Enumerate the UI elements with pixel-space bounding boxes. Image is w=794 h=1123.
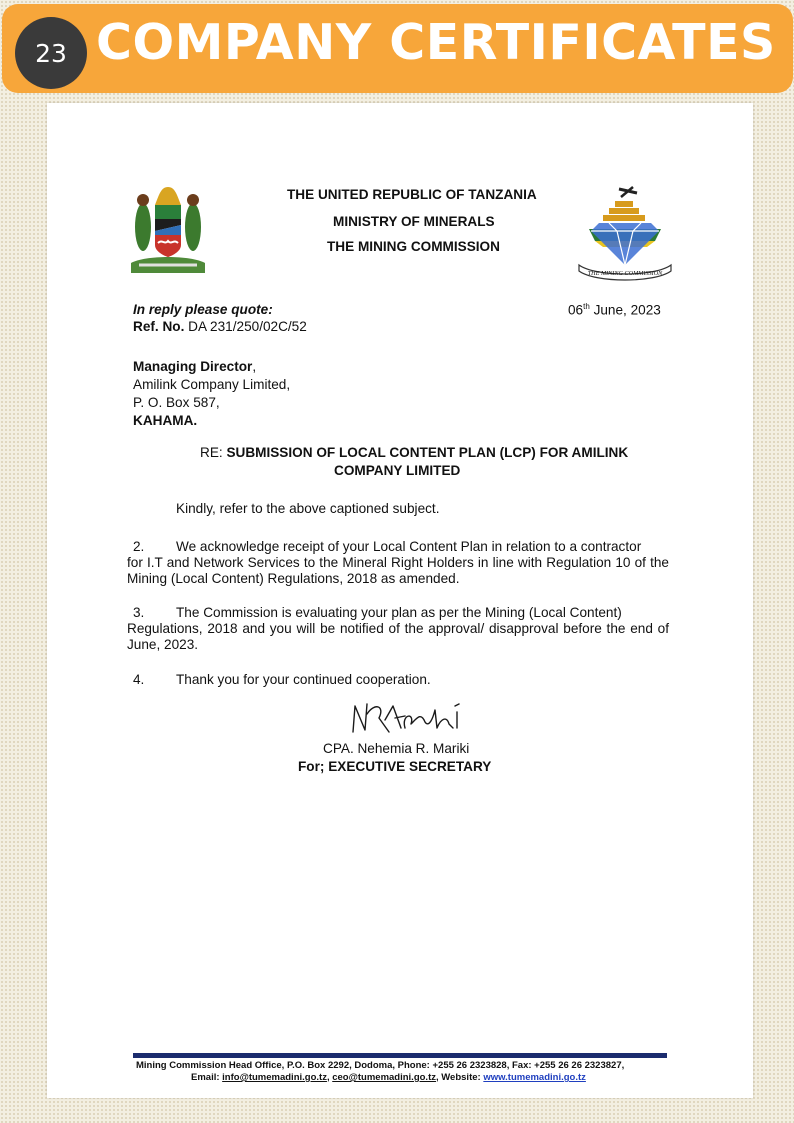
emblem-left-figure xyxy=(135,203,151,251)
footer-email-1[interactable]: info@tumemadini.go.tz xyxy=(222,1072,327,1083)
subject-line-1 xyxy=(200,445,628,460)
mining-commission-logo xyxy=(575,183,675,283)
signatory-role: For; EXECUTIVE SECRETARY xyxy=(298,759,492,774)
handwritten-signature xyxy=(345,698,477,740)
emblem-right-figure xyxy=(185,203,201,251)
emblem-right-head xyxy=(187,194,199,206)
addressee-title: Managing Director xyxy=(133,359,253,374)
logo-gold-bar-1 xyxy=(615,201,633,207)
emblem-shield-red xyxy=(155,235,181,257)
page-title: COMPANY CERTIFICATES xyxy=(96,14,776,71)
date-rest: June, 2023 xyxy=(589,302,661,318)
logo-ribbon-text: THE MINING COMMISSION xyxy=(587,270,663,277)
paragraph-4-number: 4. xyxy=(133,672,145,687)
addressee-title-line xyxy=(133,359,256,374)
footer-rule xyxy=(133,1053,667,1058)
page-number: 23 xyxy=(35,38,67,68)
logo-gold-bar-2 xyxy=(609,208,639,214)
date-suffix: th xyxy=(583,302,590,311)
addressee-company: Amilink Company Limited, xyxy=(133,377,291,392)
paragraph-2-number: 2. xyxy=(133,539,145,554)
page-number-badge xyxy=(15,17,87,89)
subject-text-1: SUBMISSION OF LOCAL CONTENT PLAN (LCP) FOR AMILINK xyxy=(226,445,629,460)
addressee-title-punct: , xyxy=(252,359,257,374)
footer-line-2: Email: info@tumemadini.go.tz, ceo@tumemadini.go.tz, Website: www.tumemadini.go.tz xyxy=(191,1072,586,1083)
addressee-box: P. O. Box 587, xyxy=(133,395,220,410)
letter-date xyxy=(568,302,661,318)
subject-line-2: COMPANY LIMITED xyxy=(334,463,461,478)
paragraph-2-rest: for I.T and Network Services to the Mineral Right Holders in line with Regulation 10 of the Mining (Local Content) Regulations, 2018 as amended. xyxy=(127,555,669,586)
emblem-torch xyxy=(155,187,181,205)
letterhead-line-1: THE UNITED REPUBLIC OF TANZANIA xyxy=(287,187,537,202)
paragraph-2-first-line: We acknowledge receipt of your Local Content Plan in relation to a contractor xyxy=(176,539,642,554)
addressee-town: KAHAMA. xyxy=(133,413,198,428)
date-day: 06 xyxy=(568,302,584,318)
subject-prefix: RE: xyxy=(200,445,227,460)
footer-line-1: Mining Commission Head Office, P.O. Box 2292, Dodoma, Phone: +255 26 2323828, Fax: +255 26 26 2323827, xyxy=(136,1060,625,1071)
logo-pick-head xyxy=(619,189,637,193)
paragraph-3-first-line: The Commission is evaluating your plan as per the Mining (Local Content) xyxy=(176,605,622,620)
footer-website-link[interactable]: www.tumemadini.go.tz xyxy=(483,1072,586,1083)
letterhead-line-3: THE MINING COMMISSION xyxy=(327,239,500,254)
footer-email-label: Email: xyxy=(191,1072,220,1083)
footer-website-label: Website: xyxy=(441,1072,481,1083)
intro-paragraph: Kindly, refer to the above captioned subject. xyxy=(176,501,440,516)
signatory-name: CPA. Nehemia R. Mariki xyxy=(323,741,470,756)
footer-email-2[interactable]: ceo@tumemadini.go.tz xyxy=(332,1072,436,1083)
letter-document xyxy=(47,103,753,1098)
paragraph-4-text: Thank you for your continued cooperation. xyxy=(176,672,431,687)
reply-label: In reply please quote: xyxy=(133,302,273,317)
letterhead-line-2: MINISTRY OF MINERALS xyxy=(333,214,495,229)
reference-line xyxy=(133,319,307,334)
logo-gold-bar-3 xyxy=(603,215,645,221)
paragraph-3-number: 3. xyxy=(133,605,145,620)
ref-number: DA 231/250/02C/52 xyxy=(188,319,307,334)
signature-stroke xyxy=(353,704,459,732)
emblem-shield-top xyxy=(155,205,181,219)
ref-label: Ref. No. xyxy=(133,319,185,334)
emblem-left-head xyxy=(137,194,149,206)
paragraph-3-rest: Regulations, 2018 and you will be notified of the approval/ disapproval before the end of June, 2023. xyxy=(127,621,669,652)
coat-of-arms-emblem xyxy=(125,183,211,283)
